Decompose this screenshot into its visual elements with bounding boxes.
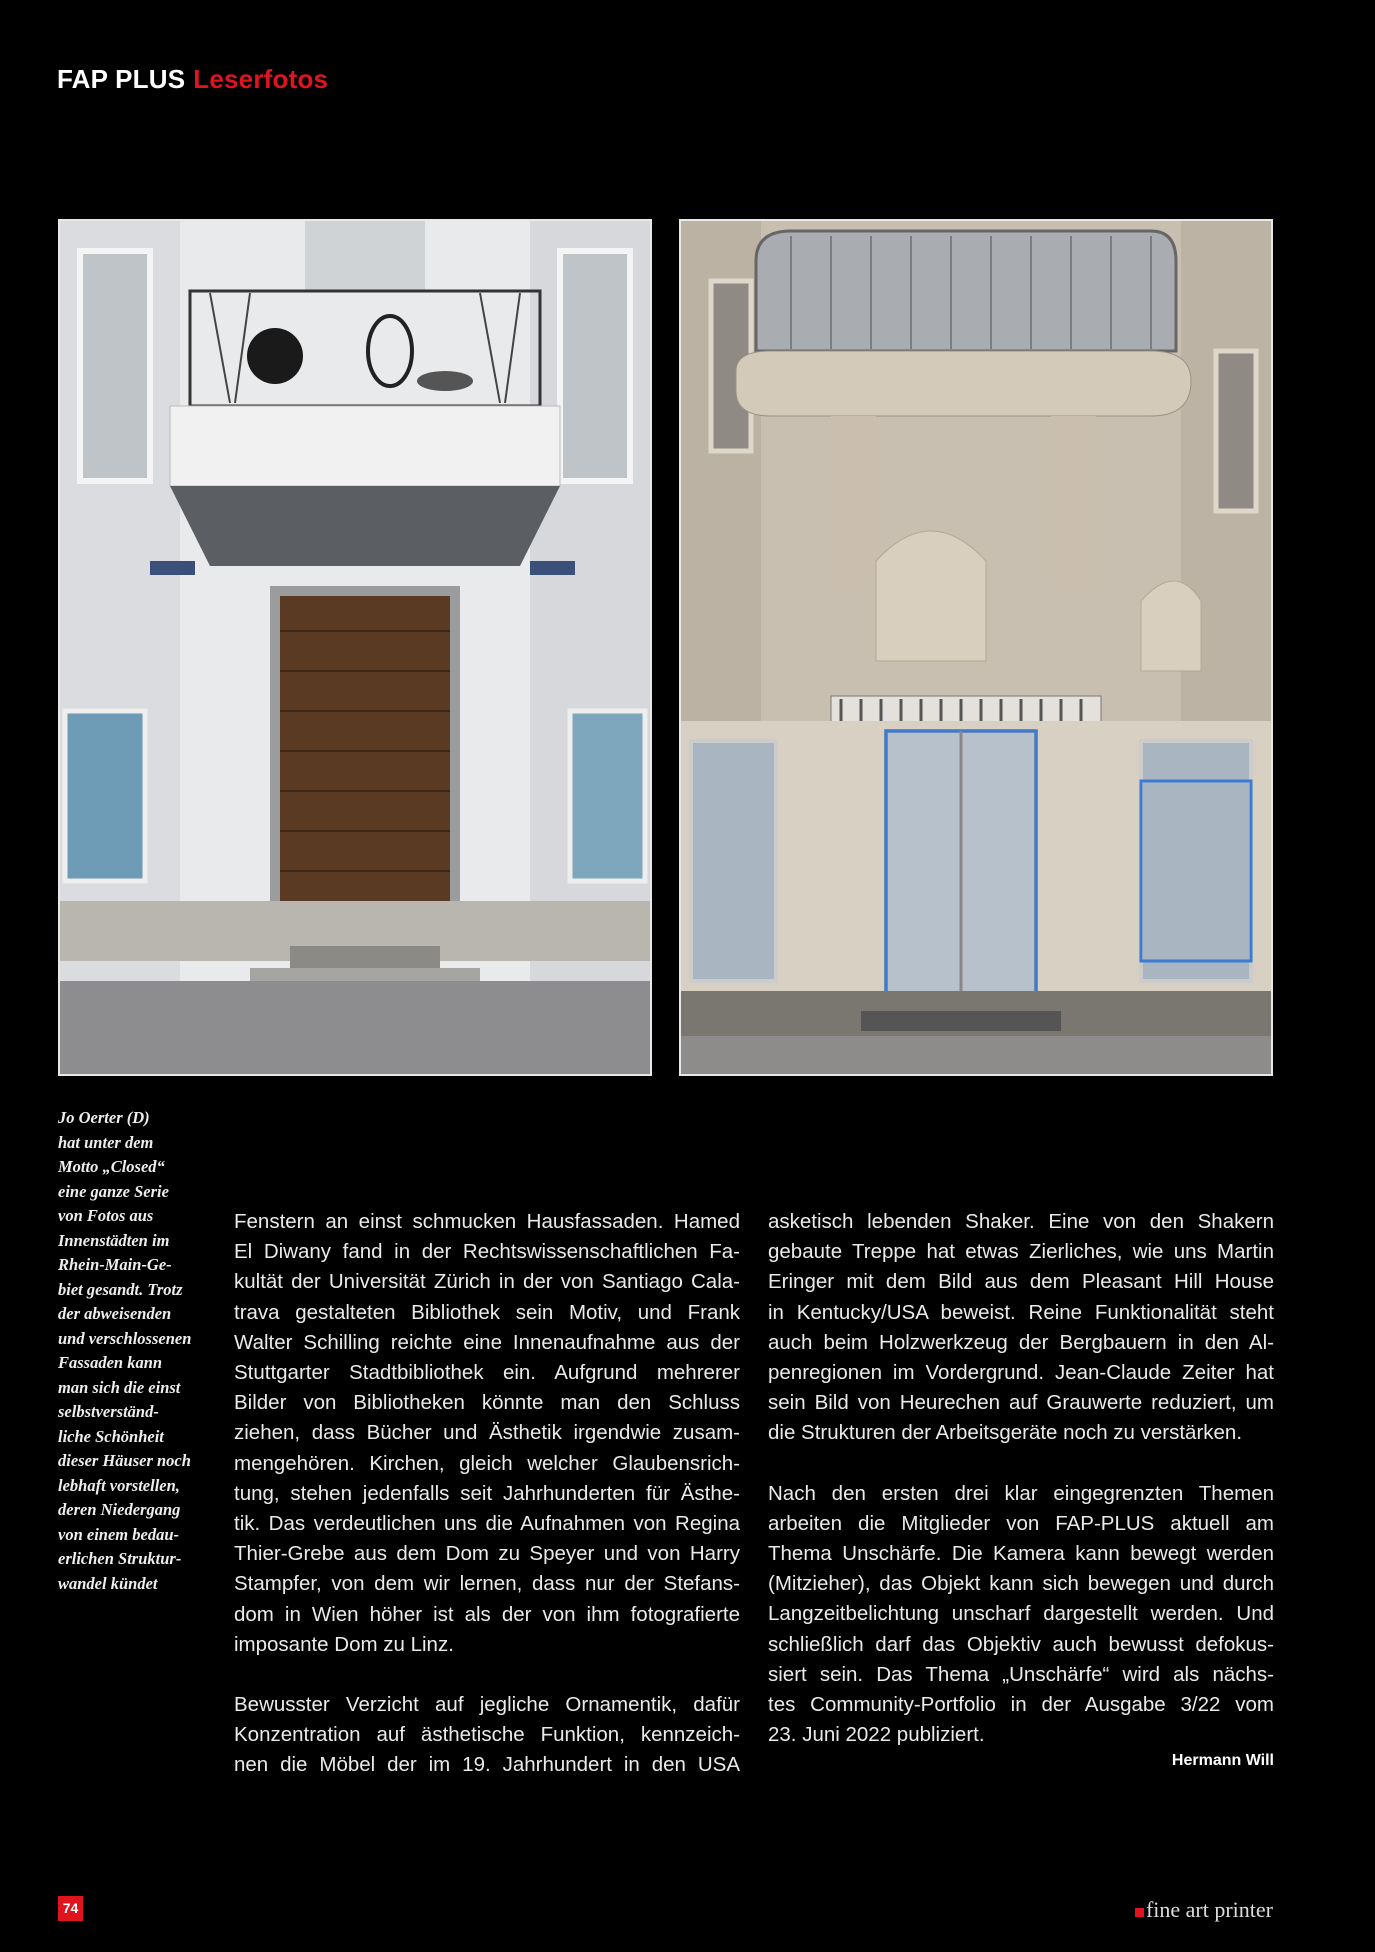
text-line: tung, stehen jedenfalls seit Jahrhunderten für Ästhe-: [234, 1481, 740, 1505]
page-number: 74: [58, 1896, 83, 1921]
caption-line: Fassaden kann: [58, 1353, 163, 1372]
text-line: in Kentucky/USA beweist. Reine Funktionalität steht: [768, 1300, 1274, 1324]
page-header: [57, 64, 328, 95]
article-column-middle: [234, 1207, 740, 1811]
article-paragraph: [234, 1690, 740, 1781]
brand-square-icon: [1135, 1908, 1144, 1917]
text-line: Fenstern an einst schmucken Hausfassaden. Hamed: [234, 1210, 740, 1233]
text-line: Thier-Grebe aus dem Dom zu Speyer und von Harry: [234, 1542, 740, 1566]
text-line: dom in Wien höher ist als der von ihm fotografierte: [234, 1602, 740, 1626]
photo-caption: [58, 1106, 218, 1596]
article-column-right: [768, 1207, 1274, 1780]
photo-left-illustration: [60, 221, 650, 1074]
text-line: Stampfer, von dem wir lernen, dass nur der Stefans-: [234, 1572, 740, 1596]
text-line: Bewusster Verzicht auf jegliche Ornamentik, dafür: [234, 1693, 740, 1717]
caption-line: biet gesandt. Trotz: [58, 1279, 183, 1299]
caption-line: Motto „Closed“: [58, 1157, 165, 1176]
text-line: auch beim Holzwerkzeug der Bergbauern in den Al-: [768, 1330, 1274, 1354]
photo-closed-building-right: [679, 219, 1273, 1076]
text-line: arbeiten die Mitglieder von FAP-PLUS aktuell am: [768, 1511, 1274, 1535]
text-line: gebaute Treppe hat etwas Zierliches, wie uns Martin: [768, 1240, 1274, 1264]
caption-line: hat unter dem: [58, 1132, 154, 1152]
caption-line: deren Niedergang: [58, 1500, 181, 1519]
caption-line: dieser Häuser noch: [58, 1451, 191, 1470]
text-line: nen die Möbel der im 19. Jahrhundert in den USA: [234, 1753, 740, 1777]
text-line: imposante Dom zu Linz.: [234, 1632, 454, 1656]
text-line: (Mitzieher), das Objekt kann sich bewegen und durch: [768, 1572, 1274, 1596]
text-line: tik. Das verdeutlichen uns die Aufnahmen von Regina: [234, 1512, 740, 1536]
caption-line: der abweisenden: [58, 1304, 172, 1323]
text-line: Nach den ersten drei klar eingegrenzten Themen: [768, 1481, 1274, 1505]
text-line: mengehören. Kirchen, gleich welcher Glaubensrich-: [234, 1451, 740, 1475]
text-line: Bilder von Bibliotheken könnte man den Schluss: [234, 1391, 740, 1415]
caption-line: Jo Oerter (D): [58, 1108, 150, 1127]
section-subtitle: Leserfotos: [193, 64, 329, 94]
text-line: trava gestalteten Bibliothek sein Motiv, und Frank: [234, 1300, 740, 1324]
brand-name: fine art printer: [1145, 1897, 1273, 1922]
text-line: schließlich darf das Objektiv auch bewusst defokus-: [768, 1632, 1274, 1656]
text-line: 23. Juni 2022 publiziert.: [768, 1723, 985, 1747]
text-line: ziehen, dass Bücher und Ästhetik irgendwie zusam-: [234, 1421, 740, 1445]
caption-line: von Fotos aus: [58, 1206, 154, 1225]
text-line: siert sein. Das Thema „Unschärfe“ wird als nächs-: [768, 1662, 1274, 1686]
caption-line: wandel kündet: [58, 1573, 158, 1593]
author-name: Hermann Will: [1171, 1752, 1274, 1769]
photo-right-illustration: [681, 221, 1271, 1074]
text-line: Eringer mit dem Bild aus dem Pleasant Hill House: [768, 1270, 1274, 1294]
caption-line: liche Schönheit: [58, 1426, 164, 1446]
caption-line: Innenstädten im: [58, 1230, 170, 1250]
text-line: asketisch lebenden Shaker. Eine von den Shakern: [768, 1210, 1274, 1233]
text-line: tes Community-Portfolio in der Ausgabe 3/22 vom: [768, 1693, 1274, 1717]
text-line: Konzentration auf ästhetische Funktion, kennzeich-: [234, 1723, 740, 1747]
article-paragraph: [768, 1479, 1274, 1751]
caption-line: erlichen Struktur-: [58, 1549, 182, 1568]
caption-line: von einem bedau-: [58, 1524, 179, 1544]
caption-line: und verschlossenen: [58, 1328, 192, 1348]
text-line: kultät der Universität Zürich in der von Santiago Cala-: [234, 1270, 740, 1294]
text-line: die Strukturen der Arbeitsgeräte noch zu verstärken.: [768, 1421, 1243, 1445]
text-line: El Diwany fand in der Rechtswissenschaftlichen Fa-: [234, 1240, 740, 1264]
caption-line: eine ganze Serie: [58, 1181, 169, 1201]
caption-line: man sich die einst: [58, 1377, 181, 1397]
article-paragraph: [234, 1207, 740, 1660]
caption-line: selbstverständ-: [58, 1402, 159, 1421]
text-line: Walter Schilling reichte eine Innenaufnahme aus der: [234, 1330, 740, 1354]
caption-line: lebhaft vorstellen,: [58, 1475, 180, 1495]
article-paragraph: [768, 1207, 1274, 1449]
text-line: Langzeitbelichtung unscharf dargestellt werden. Und: [768, 1602, 1274, 1626]
photo-closed-building-left: [58, 219, 652, 1076]
caption-line: Rhein-Main-Ge-: [58, 1255, 172, 1274]
section-title: FAP PLUS: [57, 64, 186, 94]
brand-logo: [1135, 1897, 1273, 1923]
text-line: Thema Unschärfe. Die Kamera kann bewegt werden: [768, 1542, 1274, 1566]
text-line: penregionen im Vordergrund. Jean-Claude Zeiter hat: [768, 1361, 1274, 1385]
text-line: sein Bild von Heurechen auf Grauwerte reduziert, um: [768, 1391, 1274, 1415]
text-line: Stuttgarter Stadtbibliothek ein. Aufgrund mehrerer: [234, 1361, 740, 1385]
